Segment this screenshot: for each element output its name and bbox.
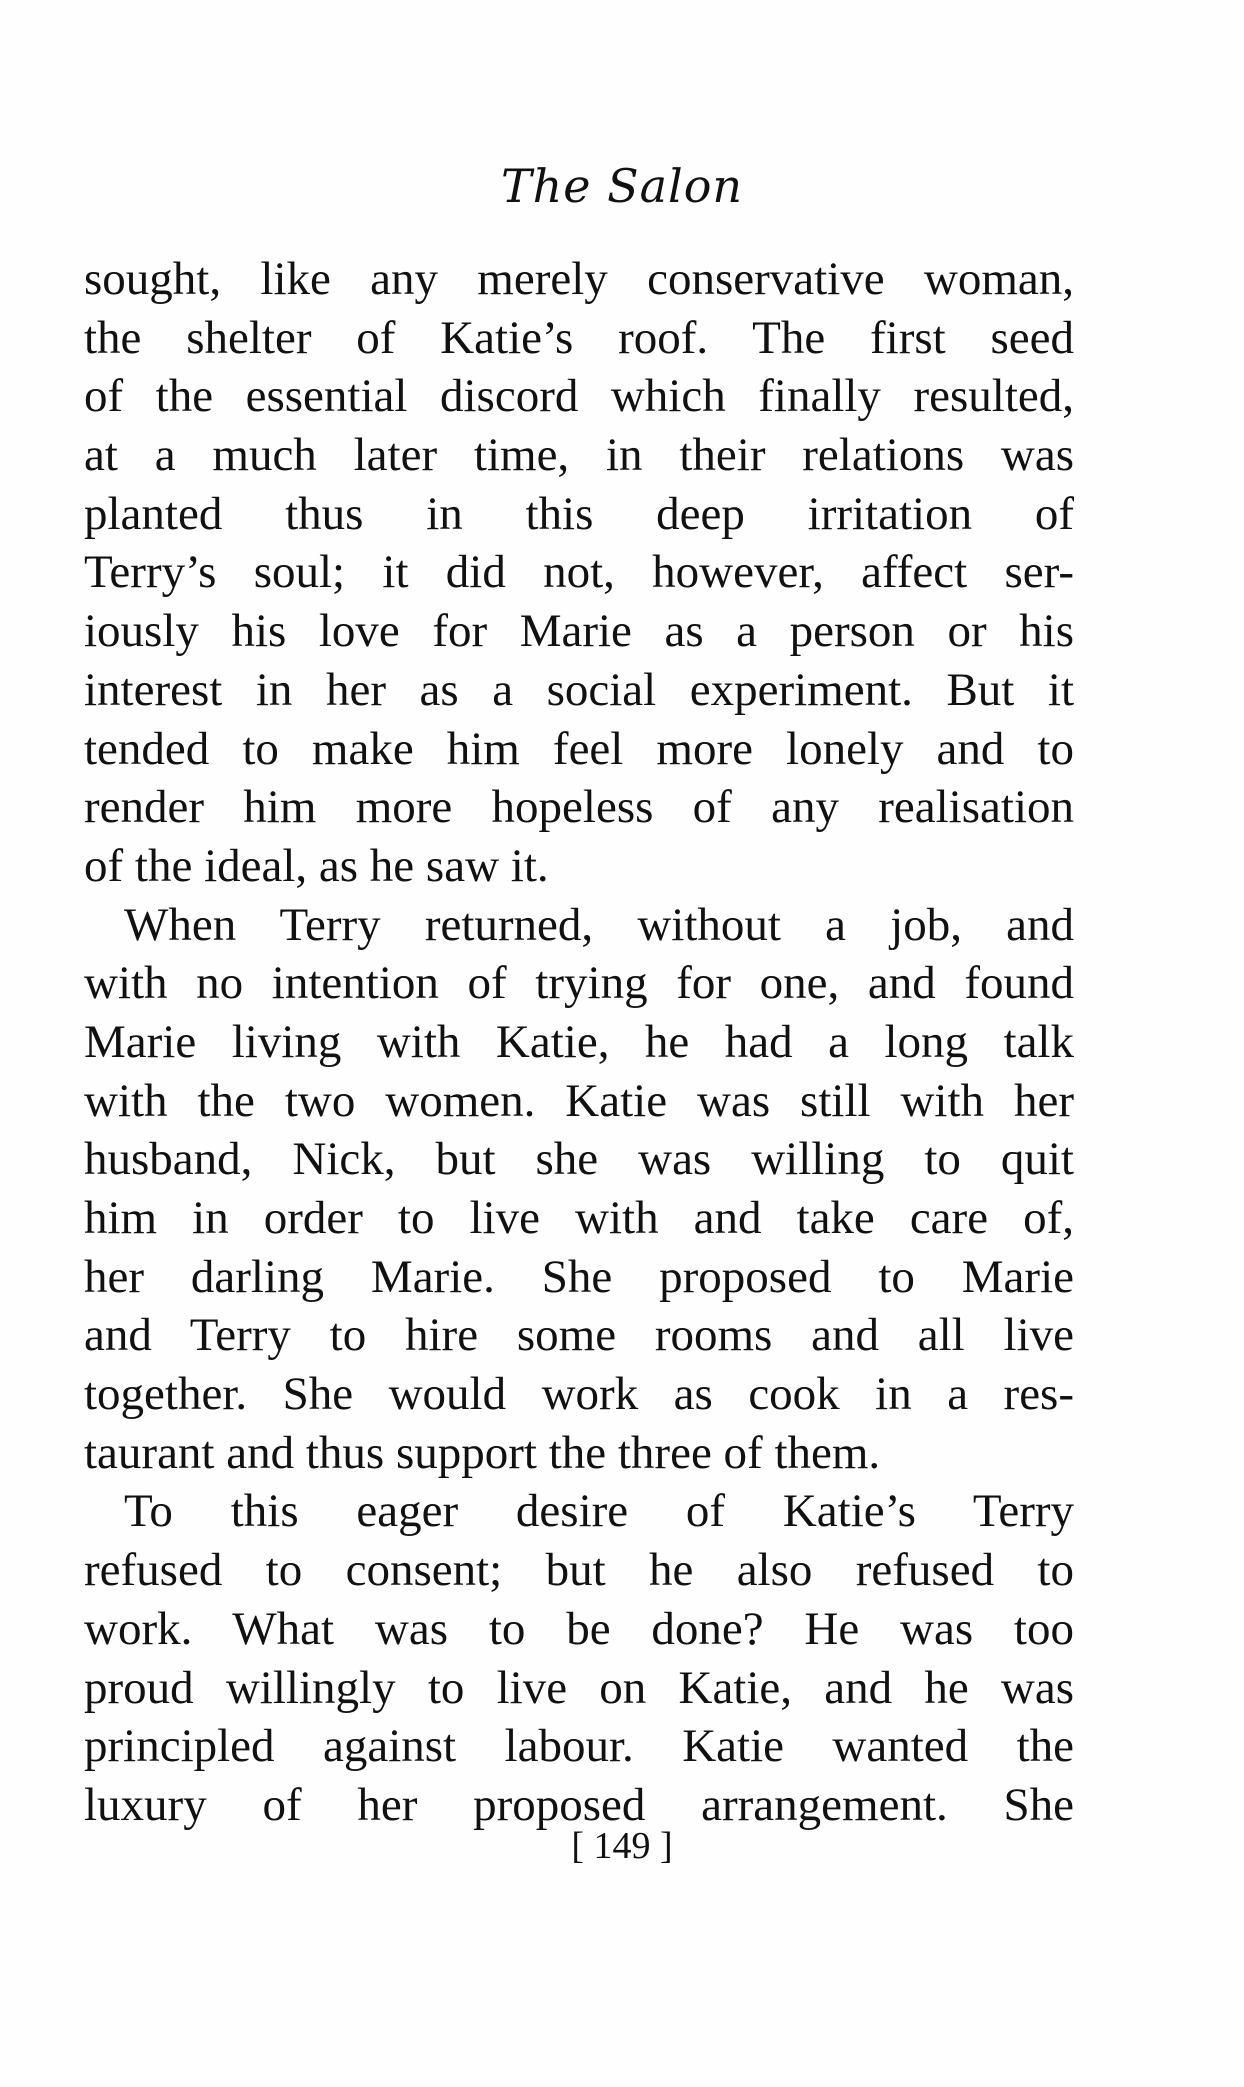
text-line: luxury of her proposed arrangement. She: [84, 1778, 1074, 1831]
text-line: render him more hopeless of any realisation: [84, 781, 1074, 834]
text-line: refused to consent; but he also refused to: [84, 1544, 1074, 1597]
body-text: [84, 250, 1074, 1835]
text-line: of the essential discord which finally resulted,: [84, 370, 1074, 423]
text-line: When Terry returned, without a job, and: [124, 898, 1074, 951]
text-line: and Terry to hire some rooms and all live: [84, 1309, 1074, 1362]
text-line: with no intention of trying for one, and found: [84, 957, 1074, 1010]
text-line: him in order to live with and take care of,: [84, 1192, 1074, 1244]
page-number: [ 149 ]: [571, 1825, 673, 1867]
text-line: sought, like any merely conservative woman,: [84, 253, 1074, 305]
text-line: at a much later time, in their relations was: [84, 429, 1074, 482]
text-line: tended to make him feel more lonely and to: [84, 722, 1074, 775]
text-line: together. She would work as cook in a res-: [84, 1368, 1074, 1421]
text-line: interest in her as a social experiment. But it: [84, 663, 1074, 716]
text-line: iously his love for Marie as a person or his: [84, 605, 1074, 658]
text-line: planted thus in this deep irritation of: [84, 487, 1074, 540]
text-line: the shelter of Katie’s roof. The first seed: [84, 311, 1074, 364]
running-head: The Salon: [500, 159, 744, 213]
text-line: proud willingly to live on Katie, and he was: [84, 1661, 1074, 1714]
text-line: work. What was to be done? He was too: [84, 1602, 1074, 1655]
text-line: her darling Marie. She proposed to Marie: [84, 1250, 1074, 1303]
text-line: To this eager desire of Katie’s Terry: [124, 1485, 1074, 1538]
text-line: principled against labour. Katie wanted the: [84, 1720, 1074, 1773]
text-line: taurant and thus support the three of them.: [84, 1426, 881, 1479]
text-line: Marie living with Katie, he had a long talk: [84, 1015, 1074, 1068]
text-line: husband, Nick, but she was willing to quit: [84, 1133, 1074, 1186]
text-line: Terry’s soul; it did not, however, affect ser-: [84, 546, 1074, 599]
text-line: with the two women. Katie was still with her: [84, 1074, 1074, 1127]
text-line: of the ideal, as he saw it.: [84, 839, 549, 892]
